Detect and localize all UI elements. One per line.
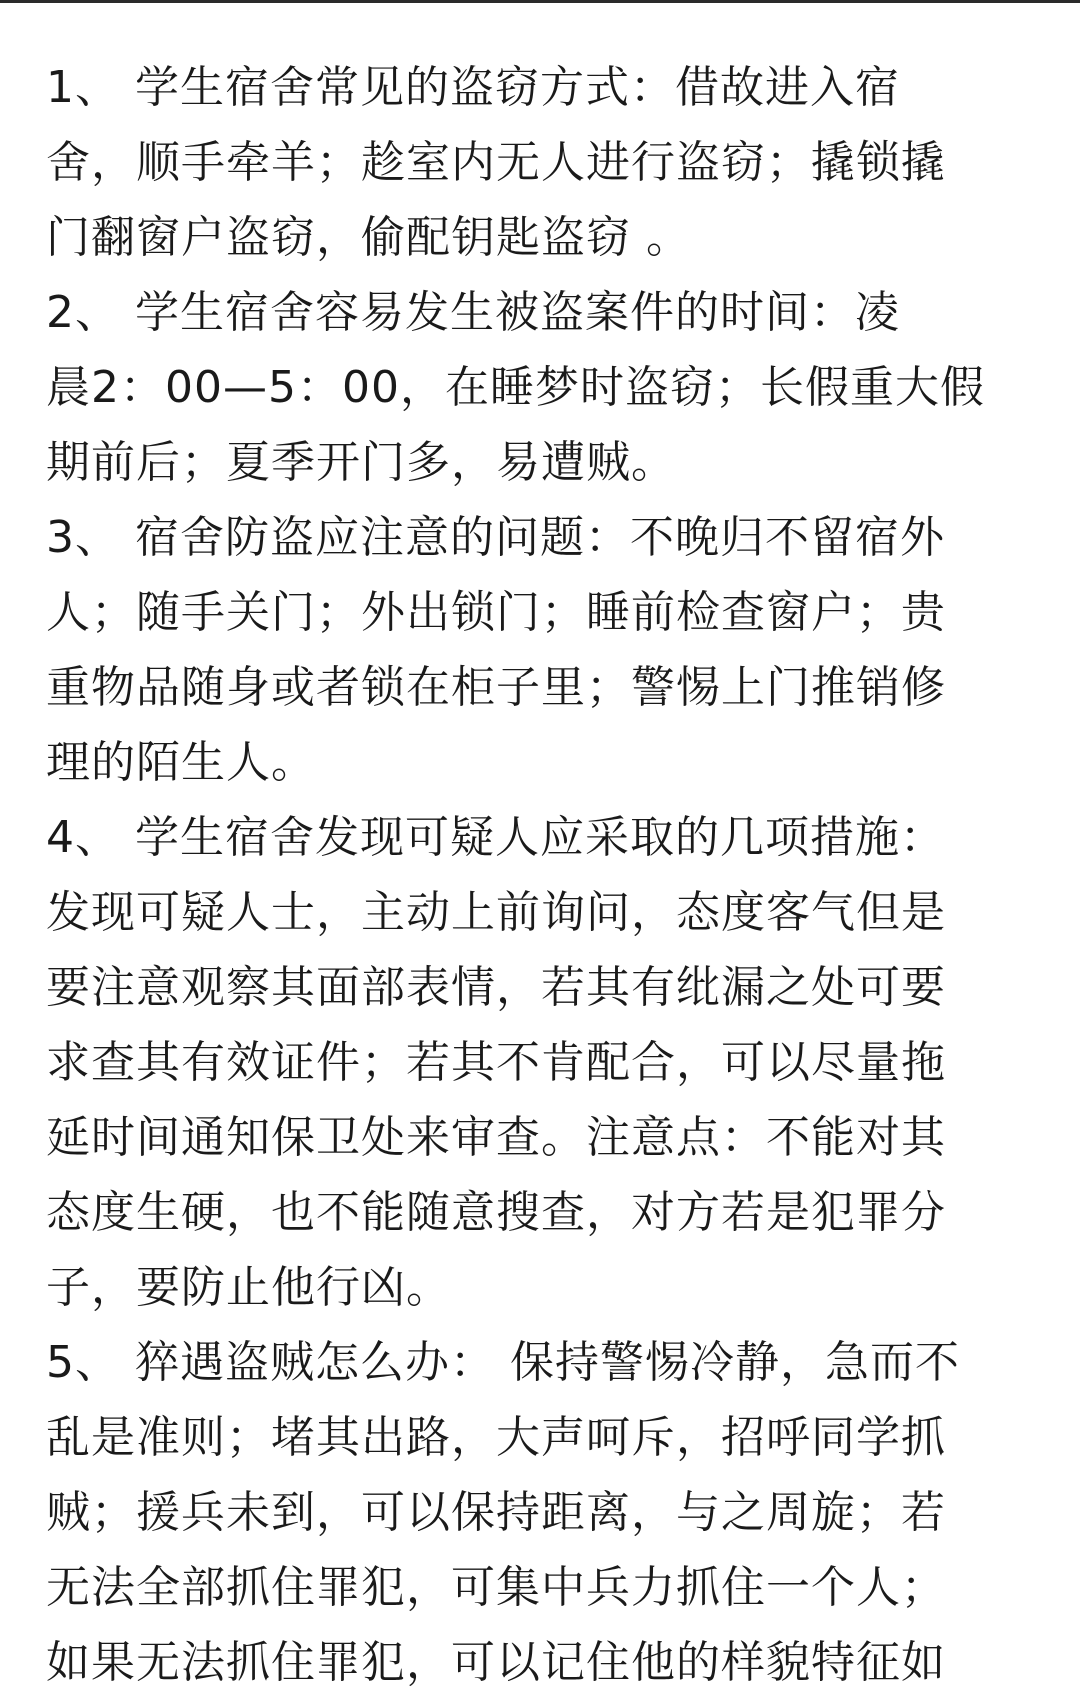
text-line: 乱是准则；堵其出路，大声呵斥，招呼同学抓 [46, 1412, 946, 1463]
text-line: 舍，顺手牵羊；趁室内无人进行盗窃；撬锁撬 [46, 137, 946, 188]
text-line: 贼；援兵未到，可以保持距离，与之周旋；若 [46, 1487, 946, 1538]
top-divider [0, 0, 1080, 3]
text-line: 人；随手关门；外出锁门；睡前检查窗户；贵 [46, 587, 946, 638]
text-line: 无法全部抓住罪犯，可集中兵力抓住一个人； [46, 1562, 946, 1613]
text-line: 求查其有效证件；若其不肯配合，可以尽量拖 [46, 1037, 946, 1088]
text-line: 3、 宿舍防盗应注意的问题：不晚归不留宿外 [46, 512, 945, 563]
text-line: 晨2：00—5：00，在睡梦时盗窃；长假重大假 [46, 362, 985, 413]
text-line: 2、 学生宿舍容易发生被盗案件的时间：凌 [46, 287, 900, 338]
text-line: 重物品随身或者锁在柜子里；警惕上门推销修 [46, 662, 946, 713]
text-line: 1、 学生宿舍常见的盗窃方式：借故进入宿 [46, 62, 900, 113]
text-line: 发现可疑人士，主动上前询问，态度客气但是 [46, 887, 946, 938]
text-line: 态度生硬，也不能随意搜查，对方若是犯罪分 [46, 1187, 946, 1238]
text-line: 要注意观察其面部表情，若其有纰漏之处可要 [46, 962, 946, 1013]
article-body [46, 50, 1056, 1700]
text-line: 如果无法抓住罪犯，可以记住他的样貌特征如 [46, 1637, 946, 1688]
text-line: 子，要防止他行凶。 [46, 1262, 451, 1313]
text-line: 理的陌生人。 [46, 737, 316, 788]
text-line: 门翻窗户盗窃，偷配钥匙盗窃 。 [46, 212, 691, 263]
text-line: 延时间通知保卫处来审查。注意点：不能对其 [46, 1112, 946, 1163]
text-line: 期前后；夏季开门多，易遭贼。 [46, 437, 676, 488]
text-line: 4、 学生宿舍发现可疑人应采取的几项措施： [46, 812, 945, 863]
text-line: 5、 猝遇盗贼怎么办： 保持警惕冷静，急而不 [46, 1337, 960, 1388]
